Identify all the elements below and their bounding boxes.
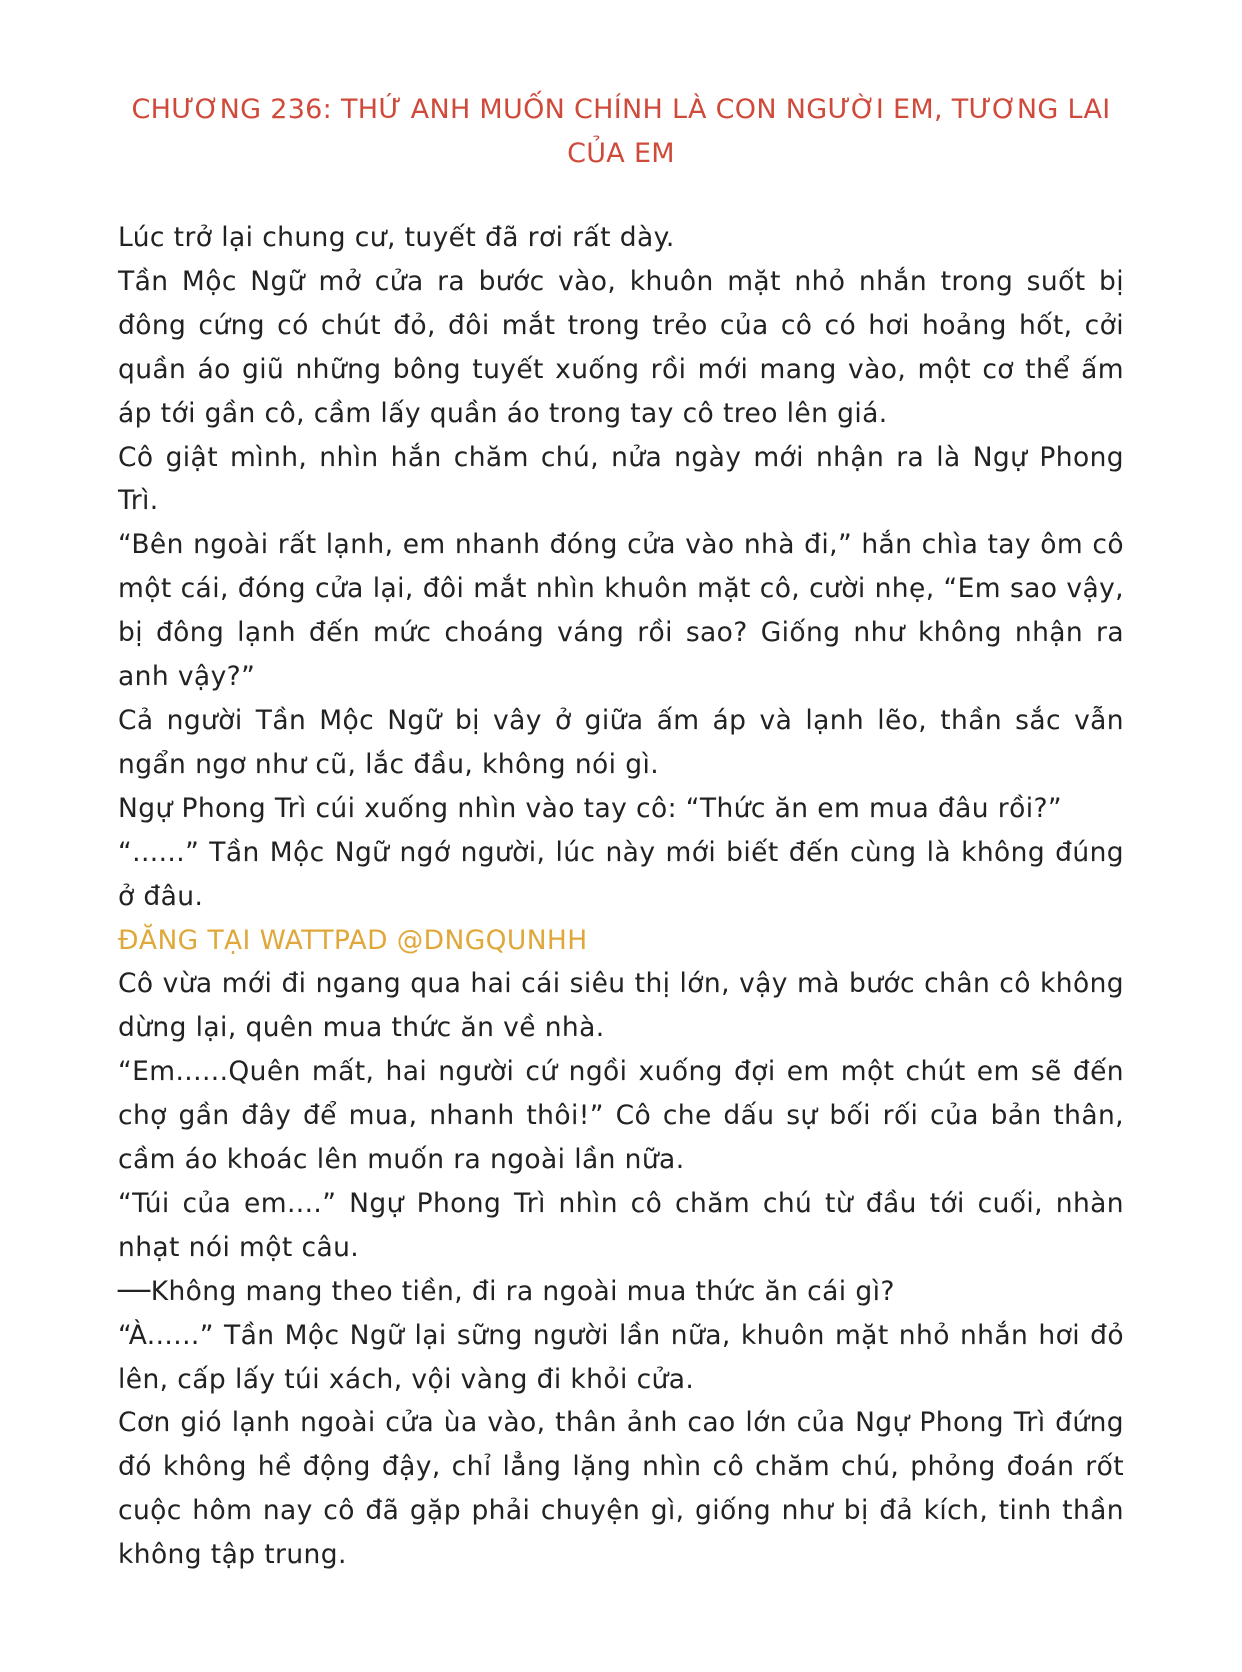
paragraph: “Em......Quên mất, hai người cứ ngồi xuống đợi em một chút em sẽ đến chợ gần đây để mua, nhanh thôi!” Cô che dấu sự bối rối của bản thân, cầm áo khoác lên muốn ra ngoài lần nữa. [118, 1056, 1124, 1176]
chapter-body [118, 216, 1124, 1577]
paragraph: “Bên ngoài rất lạnh, em nhanh đóng cửa vào nhà đi,” hắn chìa tay ôm cô một cái, đóng cửa lại, đôi mắt nhìn khuôn mặt cô, cười nhẹ, “Em sao vậy, bị đông lạnh đến mức choáng váng rồi sao? Giống như không nhận ra anh vậy?” [118, 529, 1124, 693]
wattpad-watermark: ĐĂNG TẠI WATTPAD @DNGQUNHH [118, 924, 588, 956]
paragraph: Lúc trở lại chung cư, tuyết đã rơi rất dày. [118, 222, 675, 253]
paragraph: Cơn gió lạnh ngoài cửa ùa vào, thân ảnh cao lớn của Ngự Phong Trì đứng đó không hề động đậy, chỉ lẳng lặng nhìn cô chăm chú, phỏng đoán rốt cuộc hôm nay cô đã gặp phải chuyện gì, giống như bị đả kích, tinh thần không tập trung. [118, 1407, 1124, 1571]
paragraph: “Túi của em....” Ngự Phong Trì nhìn cô chăm chú từ đầu tới cuối, nhàn nhạt nói một câu. [118, 1187, 1124, 1263]
paragraph: Tần Mộc Ngữ mở cửa ra bước vào, khuôn mặt nhỏ nhắn trong suốt bị đông cứng có chút đỏ, đôi mắt trong trẻo của cô có hơi hoảng hốt, cởi quần áo giũ những bông tuyết xuống rồi mới mang vào, một cơ thể ấm áp tới gần cô, cầm lấy quần áo trong tay cô treo lên giá. [118, 265, 1124, 429]
paragraph: ──Không mang theo tiền, đi ra ngoài mua thức ăn cái gì? [118, 1275, 895, 1307]
chapter-title: CHƯƠNG 236: THỨ ANH MUỐN CHÍNH LÀ CON NGƯỜI EM, TƯƠNG LAI CỦA EM [131, 94, 1111, 169]
paragraph: Cô giật mình, nhìn hắn chăm chú, nửa ngày mới nhận ra là Ngự Phong Trì. [118, 441, 1124, 517]
paragraph: Cả người Tần Mộc Ngữ bị vây ở giữa ấm áp và lạnh lẽo, thần sắc vẫn ngẩn ngơ như cũ, lắc đầu, không nói gì. [118, 704, 1124, 780]
paragraph: Ngự Phong Trì cúi xuống nhìn vào tay cô: “Thức ăn em mua đâu rồi?” [118, 792, 1063, 824]
paragraph: “......” Tần Mộc Ngữ ngớ người, lúc này mới biết đến cùng là không đúng ở đâu. [118, 836, 1124, 912]
paragraph: “À......” Tần Mộc Ngữ lại sững người lần nữa, khuôn mặt nhỏ nhắn hơi đỏ lên, cấp lấy túi xách, vội vàng đi khỏi cửa. [118, 1319, 1124, 1395]
page-content [118, 88, 1124, 1577]
paragraph: Cô vừa mới đi ngang qua hai cái siêu thị lớn, vậy mà bước chân cô không dừng lại, quên mua thức ăn về nhà. [118, 968, 1124, 1044]
